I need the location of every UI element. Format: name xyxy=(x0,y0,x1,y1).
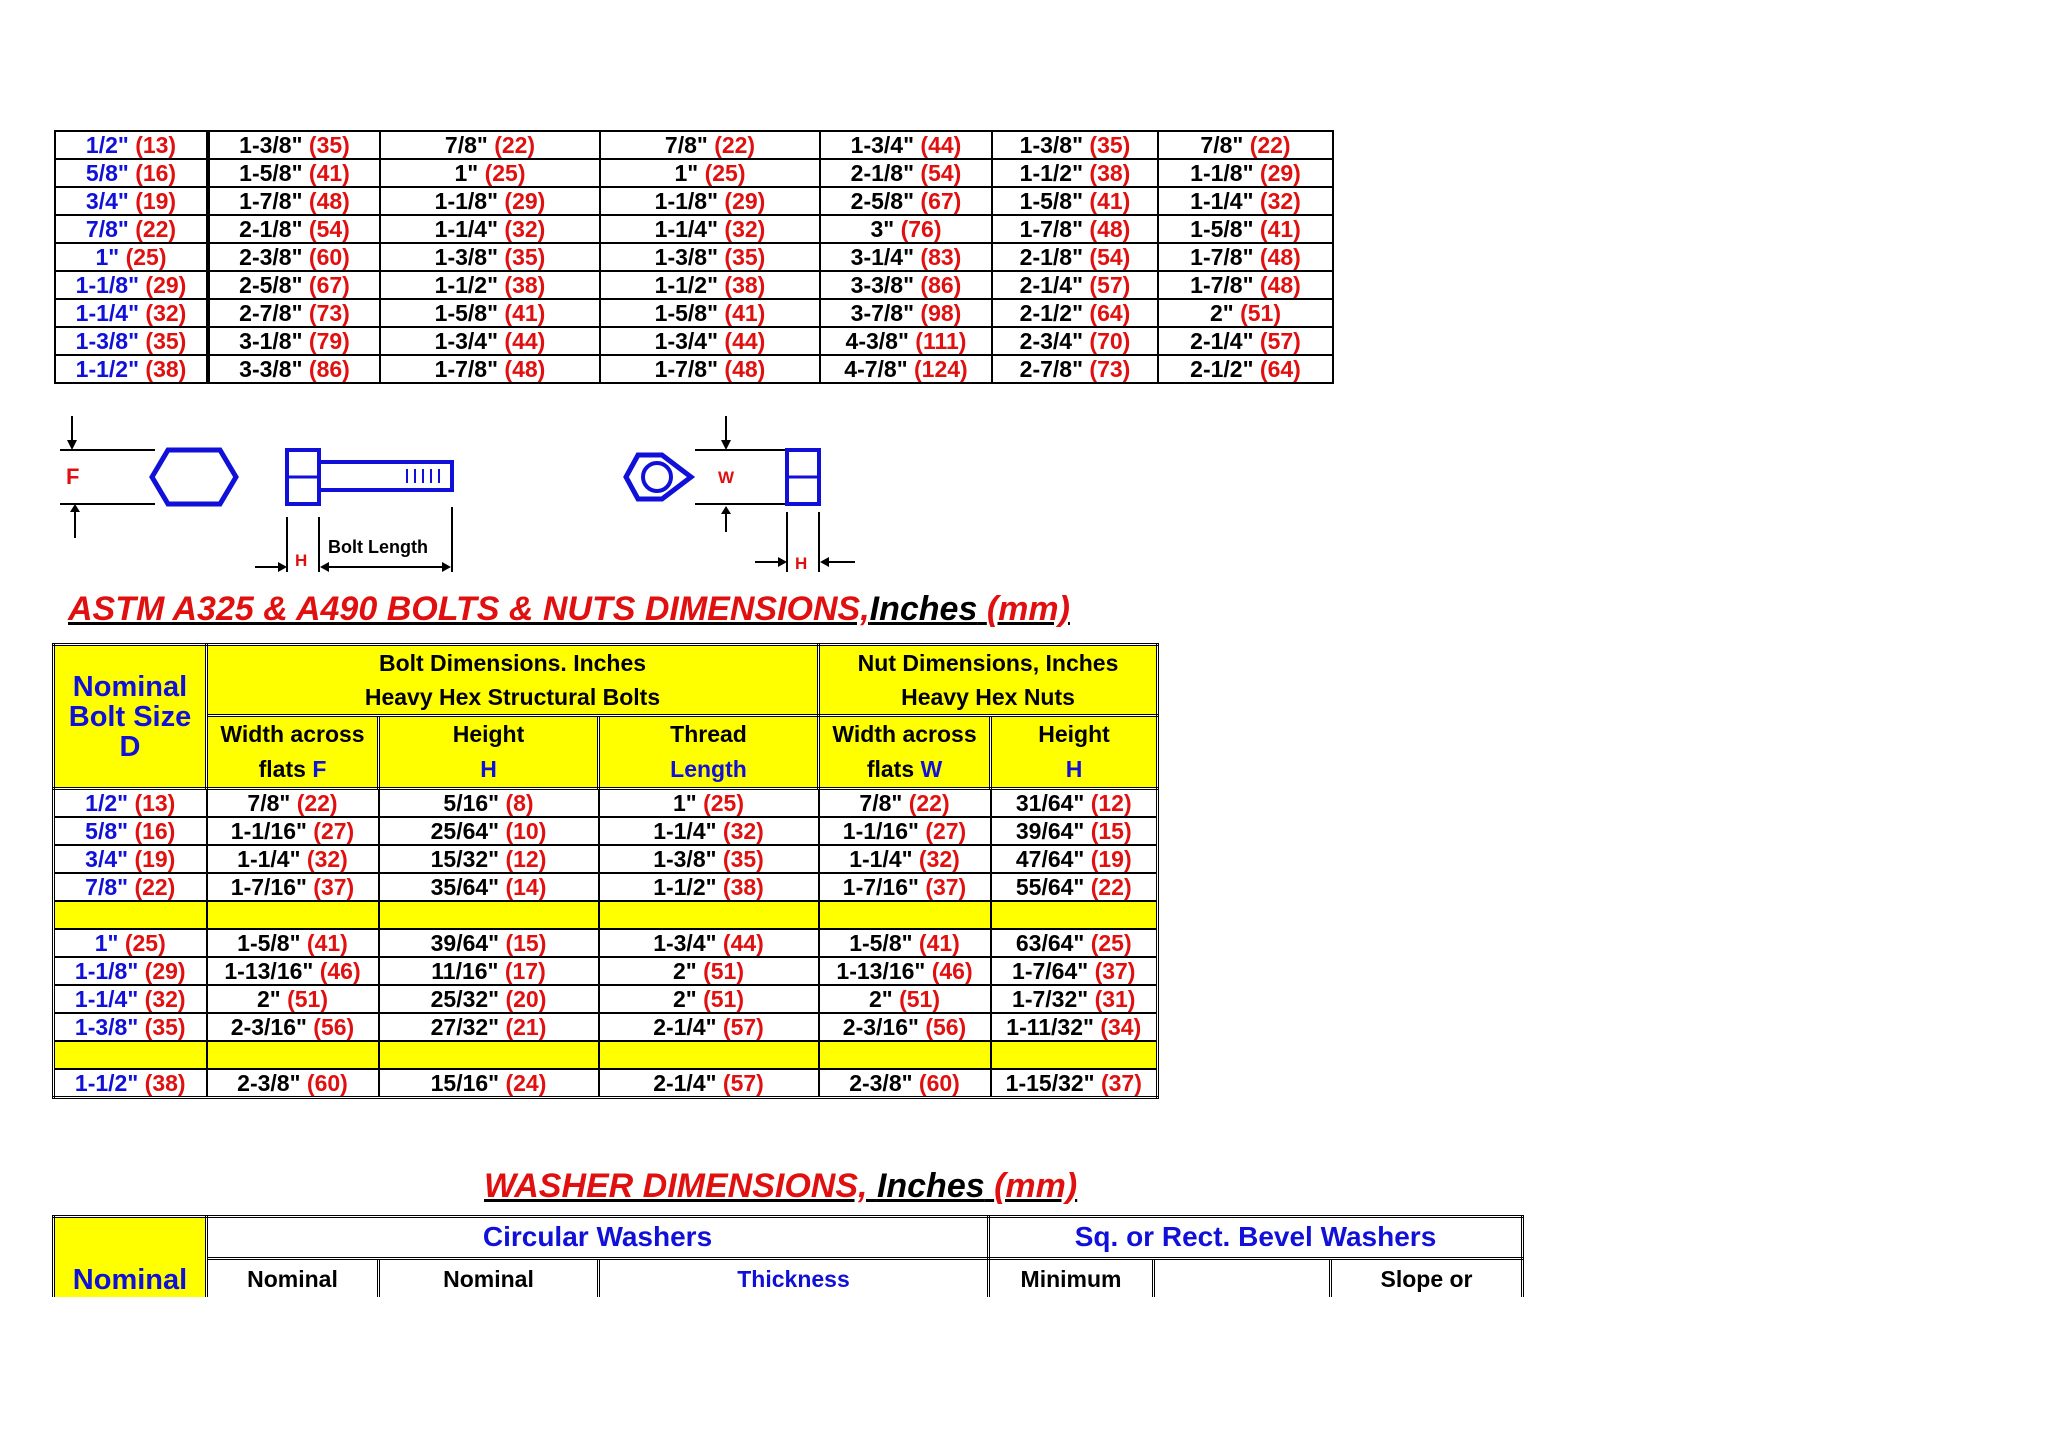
table2-row xyxy=(54,985,1158,1013)
dimension-cell: 4-7/8" (124) xyxy=(820,355,992,383)
label-f: F xyxy=(66,464,80,489)
dimension-cell: 2-5/8" (67) xyxy=(820,187,992,215)
bolt-size-cell: 1-3/8" (35) xyxy=(55,327,208,355)
dimension-cell: 2-1/8" (54) xyxy=(820,159,992,187)
bolt-size-cell: 7/8" (22) xyxy=(54,873,207,901)
dimension-cell: 1-1/16" (27) xyxy=(819,817,991,845)
spacer-cell xyxy=(599,901,819,929)
dimension-cell: 2" (51) xyxy=(599,957,819,985)
bolt-size-cell: 3/4" (19) xyxy=(54,845,207,873)
dimension-cell: 25/32" (20) xyxy=(379,985,599,1013)
table1-row xyxy=(55,327,1333,355)
dimension-cell: 1-3/8" (35) xyxy=(600,243,820,271)
dimension-cell: 1-15/32" (37) xyxy=(991,1069,1158,1098)
dimension-cell: 11/16" (17) xyxy=(379,957,599,985)
spacer-cell xyxy=(599,1041,819,1069)
dimension-cell: 1-7/16" (37) xyxy=(819,873,991,901)
dimension-cell: 1-5/8" (41) xyxy=(207,929,379,957)
table1-row xyxy=(55,243,1333,271)
dimension-cell: 1" (25) xyxy=(380,159,600,187)
table1-row xyxy=(55,159,1333,187)
dimension-cell: 1-1/4" (32) xyxy=(1158,187,1333,215)
dimension-cell: 47/64" (19) xyxy=(991,845,1158,873)
dimension-cell: 1-1/2" (38) xyxy=(380,271,600,299)
dimension-cell: 2-1/8" (54) xyxy=(208,215,380,243)
dimension-cell: 1-1/8" (29) xyxy=(1158,159,1333,187)
bolt-length-label: Bolt Length xyxy=(328,537,428,557)
table2-row xyxy=(54,929,1158,957)
table1-row xyxy=(55,355,1333,383)
dimension-cell: 2-1/8" (54) xyxy=(992,243,1158,271)
page-blank-area xyxy=(0,1297,2048,1447)
table2-spacer-row xyxy=(54,901,1158,929)
bolt-size-cell: 1-1/8" (29) xyxy=(55,271,208,299)
dimension-cell: 2-1/2" (64) xyxy=(992,299,1158,327)
dimension-cell: 1-1/4" (32) xyxy=(380,215,600,243)
dimension-cell: 2-1/4" (57) xyxy=(1158,327,1333,355)
dimension-cell: 55/64" (22) xyxy=(991,873,1158,901)
bolt-size-cell: 5/8" (16) xyxy=(54,817,207,845)
spacer-cell xyxy=(379,901,599,929)
dimension-cell: 2-1/2" (64) xyxy=(1158,355,1333,383)
dimension-cell: 2-3/8" (60) xyxy=(819,1069,991,1098)
bolt-shank xyxy=(319,462,452,490)
dimension-cell: 2-3/16" (56) xyxy=(819,1013,991,1041)
circular-washers-header: Circular Washers xyxy=(207,1217,989,1259)
dimension-cell: 4-3/8" (111) xyxy=(820,327,992,355)
dimension-cell: 1-7/8" (48) xyxy=(600,355,820,383)
nominal-bolt-size-header: Nominal Bolt Size D xyxy=(54,645,207,789)
dimension-cell: 2-5/8" (67) xyxy=(208,271,380,299)
dimension-cell: 1-7/32" (31) xyxy=(991,985,1158,1013)
dimension-cell: 1-1/4" (32) xyxy=(819,845,991,873)
bolt-size-cell: 1-1/8" (29) xyxy=(54,957,207,985)
dimension-cell: 1-3/4" (44) xyxy=(380,327,600,355)
washer-dimensions-title: WASHER DIMENSIONS, Inches (mm) xyxy=(484,1167,1078,1205)
spacer-cell xyxy=(819,1041,991,1069)
dimension-cell: 7/8" (22) xyxy=(819,789,991,818)
spacer-cell xyxy=(379,1041,599,1069)
dimension-cell: 2-1/4" (57) xyxy=(992,271,1158,299)
bolt-dimensions-table-top xyxy=(54,130,1334,384)
bolt-dimensions-group-header: Bolt Dimensions. Inches Heavy Hex Structural Bolts xyxy=(207,645,819,716)
washer-col-thickness: Thickness xyxy=(599,1258,989,1300)
bolt-nut-diagram xyxy=(50,412,870,577)
table1-row xyxy=(55,131,1333,159)
dimension-cell: 1-7/8" (48) xyxy=(992,215,1158,243)
bolt-size-cell: 1-1/4" (32) xyxy=(54,985,207,1013)
bolts-nuts-title: ASTM A325 & A490 BOLTS & NUTS DIMENSIONS,Inches (mm) xyxy=(68,590,1070,628)
washer-dimensions-table xyxy=(52,1215,1524,1301)
dimension-cell: 1-7/16" (37) xyxy=(207,873,379,901)
dimension-cell: 1-3/8" (35) xyxy=(380,243,600,271)
dimension-cell: 2-7/8" (73) xyxy=(992,355,1158,383)
dimension-cell: 1-1/4" (32) xyxy=(600,215,820,243)
dimension-cell: 3-3/8" (86) xyxy=(820,271,992,299)
dimension-cell: 1-1/8" (29) xyxy=(380,187,600,215)
dimension-cell: 2" (51) xyxy=(599,985,819,1013)
washer-nominal-header: Nominal xyxy=(54,1217,207,1300)
dimension-cell: 27/32" (21) xyxy=(379,1013,599,1041)
dimension-cell: 1-13/16" (46) xyxy=(207,957,379,985)
dimension-cell: 39/64" (15) xyxy=(991,817,1158,845)
dimension-cell: 3-3/8" (86) xyxy=(208,355,380,383)
dimension-cell: 1-7/64" (37) xyxy=(991,957,1158,985)
dimension-cell: 25/64" (10) xyxy=(379,817,599,845)
bolt-size-cell: 1/2" (13) xyxy=(54,789,207,818)
dimension-cell: 5/16" (8) xyxy=(379,789,599,818)
thread-length-header: Thread Length xyxy=(599,716,819,789)
dimension-cell: 2" (51) xyxy=(207,985,379,1013)
dimension-cell: 1-1/4" (32) xyxy=(207,845,379,873)
bolt-size-cell: 1-1/4" (32) xyxy=(55,299,208,327)
table2-row xyxy=(54,1069,1158,1098)
label-w: W xyxy=(718,468,735,487)
dimension-cell: 1-5/8" (41) xyxy=(208,159,380,187)
bolt-size-cell: 3/4" (19) xyxy=(55,187,208,215)
washer-col-nominal-1: Nominal xyxy=(207,1258,379,1300)
nut-dimensions-group-header: Nut Dimensions, Inches Heavy Hex Nuts xyxy=(819,645,1158,716)
bolt-size-cell: 1-1/2" (38) xyxy=(55,355,208,383)
spacer-cell xyxy=(54,901,207,929)
washer-col-nominal-2: Nominal xyxy=(379,1258,599,1300)
table2-row xyxy=(54,1013,1158,1041)
dimension-cell: 1-5/8" (41) xyxy=(1158,215,1333,243)
table1-row xyxy=(55,187,1333,215)
bolt-size-cell: 1/2" (13) xyxy=(55,131,208,159)
dimension-cell: 1-3/4" (44) xyxy=(600,327,820,355)
dimension-cell: 2-3/16" (56) xyxy=(207,1013,379,1041)
dimension-cell: 2" (51) xyxy=(1158,299,1333,327)
dimension-cell: 1-3/8" (35) xyxy=(599,845,819,873)
bolt-size-cell: 1-3/8" (35) xyxy=(54,1013,207,1041)
dimension-cell: 1-11/32" (34) xyxy=(991,1013,1158,1041)
dimension-cell: 1-1/16" (27) xyxy=(207,817,379,845)
dimension-cell: 31/64" (12) xyxy=(991,789,1158,818)
nut-hole xyxy=(643,463,671,491)
spacer-cell xyxy=(819,901,991,929)
table1-row xyxy=(55,215,1333,243)
dimension-cell: 3-1/8" (79) xyxy=(208,327,380,355)
dimension-cell: 2-1/4" (57) xyxy=(599,1069,819,1098)
dimension-cell: 7/8" (22) xyxy=(207,789,379,818)
dimension-cell: 7/8" (22) xyxy=(380,131,600,159)
dimension-cell: 35/64" (14) xyxy=(379,873,599,901)
dimension-cell: 1-3/4" (44) xyxy=(820,131,992,159)
dimension-cell: 15/16" (24) xyxy=(379,1069,599,1098)
dimension-cell: 63/64" (25) xyxy=(991,929,1158,957)
dimension-cell: 1-1/2" (38) xyxy=(600,271,820,299)
dimension-cell: 1-7/8" (48) xyxy=(1158,271,1333,299)
dimension-cell: 39/64" (15) xyxy=(379,929,599,957)
spacer-cell xyxy=(207,1041,379,1069)
dimension-cell: 1-5/8" (41) xyxy=(992,187,1158,215)
dimension-cell: 1-3/4" (44) xyxy=(599,929,819,957)
bolt-head-hexagon xyxy=(152,450,236,504)
dimension-cell: 2-3/8" (60) xyxy=(208,243,380,271)
dimension-cell: 1" (25) xyxy=(599,789,819,818)
bolt-size-cell: 1-1/2" (38) xyxy=(54,1069,207,1098)
label-h-nut: H xyxy=(795,554,808,573)
washer-col-slope: Slope or xyxy=(1331,1258,1523,1300)
bolt-size-cell: 7/8" (22) xyxy=(55,215,208,243)
dimension-cell: 1-5/8" (41) xyxy=(819,929,991,957)
table2-row xyxy=(54,817,1158,845)
table1-row xyxy=(55,299,1333,327)
dimension-cell: 1-3/8" (35) xyxy=(992,131,1158,159)
dimension-cell: 1-1/8" (29) xyxy=(600,187,820,215)
bolt-size-cell: 1" (25) xyxy=(54,929,207,957)
dimension-cell: 3-7/8" (98) xyxy=(820,299,992,327)
nut-width-across-flats-header: Width across flats W xyxy=(819,716,991,789)
dimension-cell: 1-13/16" (46) xyxy=(819,957,991,985)
table2-row xyxy=(54,789,1158,818)
table2-row xyxy=(54,957,1158,985)
dimension-cell: 1-7/8" (48) xyxy=(1158,243,1333,271)
dimension-cell: 7/8" (22) xyxy=(600,131,820,159)
dimension-cell: 2-1/4" (57) xyxy=(599,1013,819,1041)
dimension-cell: 1-3/8" (35) xyxy=(208,131,380,159)
nut-height-header: Height H xyxy=(991,716,1158,789)
dimension-cell: 1-5/8" (41) xyxy=(380,299,600,327)
dimension-cell: 1-7/8" (48) xyxy=(208,187,380,215)
dimension-cell: 1-7/8" (48) xyxy=(380,355,600,383)
dimension-cell: 1-1/2" (38) xyxy=(599,873,819,901)
dimension-cell: 2-7/8" (73) xyxy=(208,299,380,327)
dimension-cell: 15/32" (12) xyxy=(379,845,599,873)
width-across-flats-header: Width across flats F xyxy=(207,716,379,789)
spacer-cell xyxy=(991,1041,1158,1069)
dimension-cell: 1-1/4" (32) xyxy=(599,817,819,845)
table2-row xyxy=(54,873,1158,901)
bolts-nuts-dimensions-table xyxy=(52,643,1159,1099)
table1-row xyxy=(55,271,1333,299)
washer-col-minimum: Minimum xyxy=(989,1258,1154,1300)
dimension-cell: 1-5/8" (41) xyxy=(600,299,820,327)
table2-row xyxy=(54,845,1158,873)
dimension-cell: 2" (51) xyxy=(819,985,991,1013)
table2-spacer-row xyxy=(54,1041,1158,1069)
spacer-cell xyxy=(991,901,1158,929)
washer-col-blank xyxy=(1154,1258,1331,1300)
dimension-cell: 2-3/4" (70) xyxy=(992,327,1158,355)
dimension-cell: 1" (25) xyxy=(600,159,820,187)
dimension-cell: 7/8" (22) xyxy=(1158,131,1333,159)
bolt-size-cell: 1" (25) xyxy=(55,243,208,271)
dimension-cell: 1-1/2" (38) xyxy=(992,159,1158,187)
bolt-size-cell: 5/8" (16) xyxy=(55,159,208,187)
label-h-bolt: H xyxy=(295,551,308,570)
dimension-cell: 3" (76) xyxy=(820,215,992,243)
bevel-washers-header: Sq. or Rect. Bevel Washers xyxy=(989,1217,1523,1259)
dimension-cell: 2-3/8" (60) xyxy=(207,1069,379,1098)
spacer-cell xyxy=(54,1041,207,1069)
spacer-cell xyxy=(207,901,379,929)
dimension-cell: 3-1/4" (83) xyxy=(820,243,992,271)
height-header: Height H xyxy=(379,716,599,789)
